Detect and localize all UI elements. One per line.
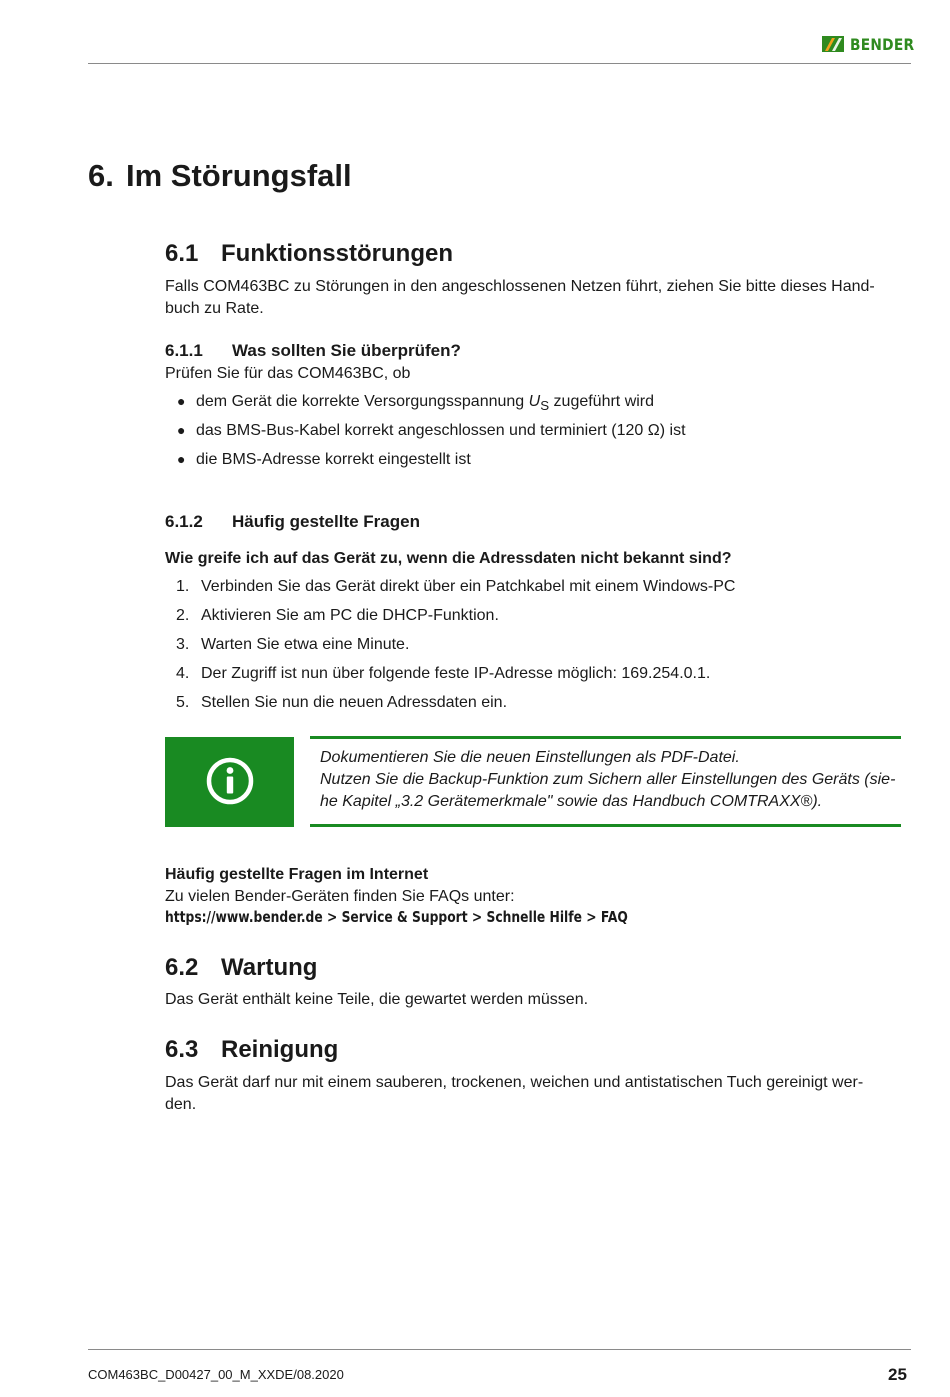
document-id: COM463BC_D00427_00_M_XXDE/08.2020 <box>88 1367 344 1382</box>
internet-faq-text: Zu vielen Bender-Geräten finden Sie FAQs unter: <box>165 888 515 905</box>
subsection-number: 6.1.2 <box>165 512 203 531</box>
chapter-title <box>88 158 352 194</box>
step-item <box>176 636 409 654</box>
internet-faq-heading: Häufig gestellte Fragen im Internet <box>165 866 429 883</box>
bullet-item <box>177 393 654 413</box>
step-number: 4. <box>176 665 190 682</box>
section-title: Reinigung <box>221 1036 339 1063</box>
step-number: 5. <box>176 694 190 711</box>
step-text: Aktivieren Sie am PC die DHCP-Funktion. <box>201 607 499 624</box>
bullet-dot-icon: ● <box>177 393 186 409</box>
info-note-top-rule <box>310 736 901 739</box>
text-line: den. <box>165 1096 197 1113</box>
info-note-line: he Kapitel „3.2 Gerätemerkmale" sowie das Handbuch COMTRAXX®). <box>320 793 823 810</box>
bullet-item <box>177 422 686 440</box>
step-text: Stellen Sie nun die neuen Adressdaten ein. <box>201 694 508 711</box>
subsection-title: Was sollten Sie überprüfen? <box>232 341 461 360</box>
step-number: 3. <box>176 636 190 653</box>
info-note-line: Nutzen Sie die Backup-Funktion zum Sichern aller Einstellungen des Geräts (sie- <box>320 771 896 788</box>
bullet-text: zugeführt wird <box>549 393 655 410</box>
chapter-title-text: Im Störungsfall <box>126 158 352 193</box>
section-6-1-intro <box>165 276 910 320</box>
section-6-2-heading <box>165 954 317 982</box>
subsection-6-1-1-heading <box>165 341 461 361</box>
footer-rule <box>88 1349 911 1350</box>
subsection-title: Häufig gestellte Fragen <box>232 512 420 531</box>
step-text: Warten Sie etwa eine Minute. <box>201 636 410 653</box>
header-rule <box>88 63 911 64</box>
bullet-text: die BMS-Adresse korrekt eingestellt ist <box>196 451 471 468</box>
chapter-number: 6. <box>88 158 114 193</box>
brand-name: BENDER <box>850 34 915 54</box>
section-number: 6.1 <box>165 240 199 267</box>
bender-logo-icon <box>822 34 846 54</box>
subsection-number: 6.1.1 <box>165 341 203 360</box>
step-text: Der Zugriff ist nun über folgende feste IP-Adresse möglich: 169.254.0.1. <box>201 665 711 682</box>
faq-link-path[interactable]: https://www.bender.de > Service & Support > Schnelle Hilfe > FAQ <box>165 908 628 926</box>
section-title: Wartung <box>221 954 318 981</box>
step-item <box>176 607 499 625</box>
voltage-symbol: U <box>528 393 541 410</box>
faq-question: Wie greife ich auf das Gerät zu, wenn die Adressdaten nicht bekannt sind? <box>165 550 732 567</box>
maintenance-text: Das Gerät enthält keine Teile, die gewartet werden müssen. <box>165 991 589 1008</box>
page-number: 25 <box>888 1365 907 1384</box>
section-6-1-heading <box>165 240 453 268</box>
step-number: 1. <box>176 578 190 595</box>
voltage-subscript: S <box>540 398 550 414</box>
bullet-item <box>177 451 471 469</box>
info-note-box <box>165 737 294 827</box>
section-title: Funktionsstörungen <box>221 240 453 267</box>
subsection-6-1-2-heading <box>165 512 420 532</box>
step-item <box>176 665 710 683</box>
bullet-dot-icon: ● <box>177 451 186 467</box>
text-line: Falls COM463BC zu Störungen in den angeschlossenen Netzen führt, ziehen Sie bitte dieses Hand- <box>165 278 875 295</box>
step-text: Verbinden Sie das Gerät direkt über ein Patchkabel mit einem Windows-PC <box>201 578 736 595</box>
text-line: Das Gerät darf nur mit einem sauberen, trockenen, weichen und antistatischen Tuch gereinigt wer- <box>165 1074 864 1091</box>
cleaning-text <box>165 1072 910 1116</box>
info-note-bottom-rule <box>310 824 901 827</box>
section-6-3-heading <box>165 1036 338 1064</box>
check-lead: Prüfen Sie für das COM463BC, ob <box>165 365 411 382</box>
step-item <box>176 578 735 596</box>
text-line: buch zu Rate. <box>165 300 264 317</box>
info-note-line: Dokumentieren Sie die neuen Einstellungen als PDF-Datei. <box>320 749 740 766</box>
step-item <box>176 694 507 712</box>
info-icon <box>205 756 255 806</box>
bullet-dot-icon: ● <box>177 422 186 438</box>
brand-logo <box>822 34 925 54</box>
bullet-text: das BMS-Bus-Kabel korrekt angeschlossen und terminiert (120 Ω) ist <box>196 422 686 439</box>
section-number: 6.3 <box>165 1036 199 1063</box>
info-note-text <box>320 747 895 813</box>
section-number: 6.2 <box>165 954 199 981</box>
bullet-text: dem Gerät die korrekte Versorgungsspannung <box>196 393 529 410</box>
step-number: 2. <box>176 607 190 624</box>
